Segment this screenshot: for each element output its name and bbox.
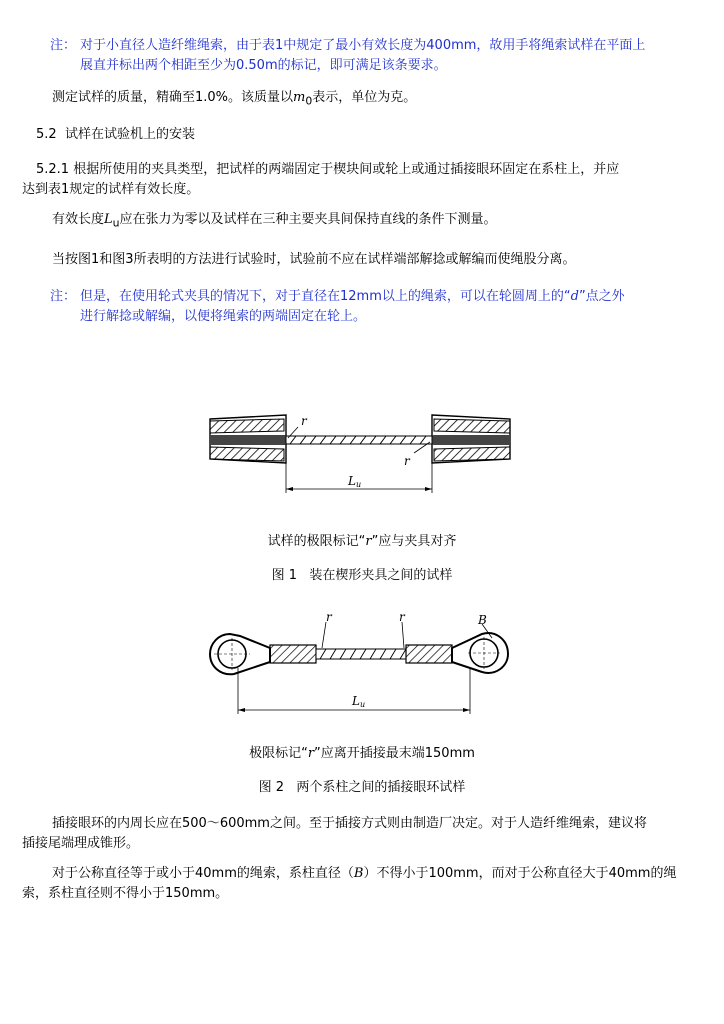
figure-2-label-b: B: [478, 613, 487, 627]
figure-1-label-r-bottom: r: [404, 454, 410, 468]
note-2-line-1-after: ”点之外: [578, 289, 625, 304]
figure-1-note-symbol: r: [365, 534, 372, 549]
figure-2-label-lu: Lu: [352, 694, 366, 709]
note-2-symbol: d: [570, 289, 579, 304]
figure-1-label-lu: Lu: [348, 474, 362, 489]
figure-2-note-symbol: r: [307, 746, 315, 761]
eye-splice-line-2: 插接尾端理成锥形。: [22, 836, 140, 851]
mass-paragraph: [52, 88, 416, 112]
figure-2-note-before: 极限标记“: [249, 746, 308, 761]
figure-2-label-r-left: r: [326, 610, 332, 624]
post-diameter-line-1: [22, 864, 712, 884]
figure-2-note-after: ”应离开插接最末端150mm: [314, 746, 475, 761]
left-eye-splice: [210, 634, 316, 674]
eye-splice-paragraph: [22, 814, 712, 854]
figure-1-note-after: ”应与夹具对齐: [371, 534, 457, 549]
test-method-paragraph: 当按图1和图3所表明的方法进行试验时，试验前不应在试样端部解捻或解编而使绳股分离。: [52, 252, 576, 267]
figure-1-note: [0, 532, 724, 552]
figure-2-label-r-right: r: [399, 610, 405, 624]
note-1-line-1: 对于小直径人造纤维绳索，由于表1中规定了最小有效长度为400mm，故用手将绳索试样在平面上: [80, 38, 646, 53]
post-diameter-line-2: 索，系柱直径则不得小于150mm。: [22, 886, 229, 901]
figure-2-note: [0, 744, 724, 764]
note-1-line-2: 展直并标出两个相距至少为0.50m的标记，即可满足该条要求。: [80, 58, 447, 73]
section-5-2-1-line-1: 5.2.1 根据所使用的夹具类型，把试样的两端固定于楔块间或轮上或通过插接眼环固定在系柱上，并应: [36, 162, 620, 177]
effective-length-paragraph: [52, 210, 497, 234]
note-2-label: 注：: [50, 289, 77, 304]
figure-2-caption: 图 2 两个系柱之间的插接眼环试样: [258, 780, 466, 795]
mass-text-before: 测定试样的质量，精确至1.0%。该质量以: [52, 90, 294, 105]
post-line-1-before: 对于公称直径等于或小于40mm的绳索，系柱直径（: [52, 866, 354, 881]
figure-1-caption: 图 1 装在楔形夹具之间的试样: [271, 568, 453, 583]
section-5-2-1: [22, 160, 712, 200]
mass-text-after: 表示，单位为克。: [312, 90, 417, 105]
right-wedge-grip: [432, 415, 510, 463]
right-eye-splice: [406, 633, 508, 673]
post-line-1-after: ）不得小于100mm，而对于公称直径大于40mm的绳: [363, 866, 677, 881]
left-wedge-grip: [210, 415, 286, 463]
figure-2-diagram: [200, 608, 520, 718]
section-5-2-heading: 5.2 试样在试验机上的安装: [36, 127, 195, 142]
figure-1-note-before: 试样的极限标记“: [267, 534, 366, 549]
note-2-line-1: [80, 287, 625, 307]
lu-text-after: 应在张力为零以及试样在三种主要夹具间保持直线的条件下测量。: [119, 212, 497, 227]
note-1: [50, 36, 710, 76]
mass-symbol: m: [293, 90, 306, 105]
eye-splice-line-1: 插接眼环的内周长应在500～600mm之间。至于插接方式则由制造厂决定。对于人造纤维绳索，建议将: [52, 816, 647, 831]
lu-symbol: L: [104, 212, 113, 227]
rope-specimen-middle: [316, 649, 406, 659]
post-symbol: B: [353, 866, 364, 881]
note-1-label: 注：: [50, 38, 77, 53]
figure-1-diagram: [200, 405, 530, 495]
rope-specimen: [286, 436, 432, 444]
note-2-line-1-before: 但是，在使用轮式夹具的情况下，对于直径在12mm以上的绳索，可以在轮圆周上的“: [80, 289, 571, 304]
post-diameter-paragraph: [22, 864, 712, 904]
mass-symbol-sub: 0: [305, 94, 313, 108]
lu-text-before: 有效长度: [52, 212, 105, 227]
note-2-line-2: 进行解捻或解编，以便将绳索的两端固定在轮上。: [80, 309, 367, 324]
figure-1-label-r-top: r: [301, 414, 307, 428]
section-5-2-1-line-2: 达到表1规定的试样有效长度。: [22, 182, 200, 197]
lu-symbol-sub: u: [112, 216, 120, 230]
note-2: [50, 287, 710, 327]
